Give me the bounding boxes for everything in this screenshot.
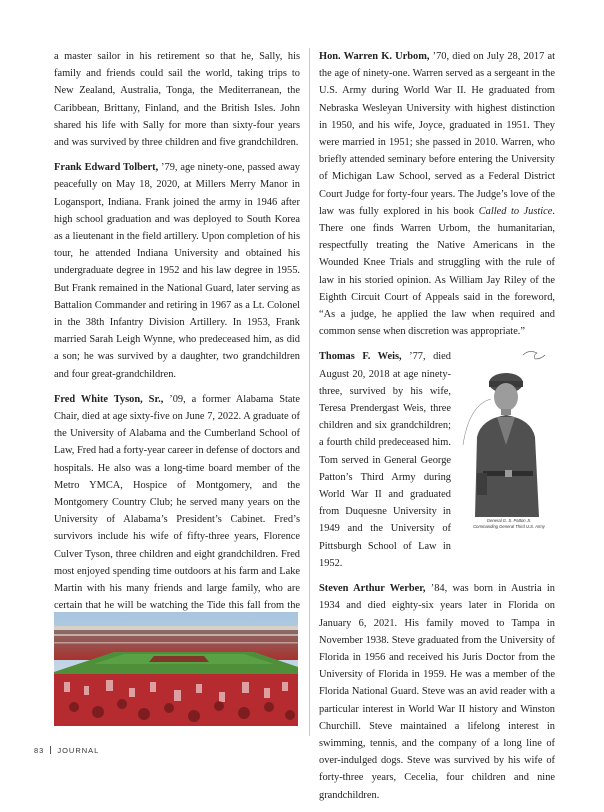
publication-name: JOURNAL: [57, 746, 100, 755]
photo-caption: General G. S. Patton Jr. Commanding General Third U.S. Army: [473, 518, 545, 529]
obituary-frank-tolbert: Frank Edward Tolbert, ’79, age ninety-one, passed away peacefully on May 18, 2020, at Millers Merry Manor in Logansport, Indiana. Frank joined the army in 1946 after high school graduation and was deployed to South Korea as a lieutenant in the field artillery. Upon completion of his tour, he attended Indiana University and obtained his undergraduate degree in 1952 and his law degree in 1955. But Frank remained in the National Guard, later serving as Battalion Commander and retiring in 1967 as a Lt. Colonel in the 38th Infantry Division Artillery. In 1953, Frank married Sarah Leigh Wynne, who predeceased him, as did a son; he was survived by a daughter, two grandchildren and four great-grandchildren.: [54, 162, 301, 380]
obituary-name: Fred White Tyson, Sr.,: [54, 393, 164, 405]
obituary-thomas-weis: Thomas F. Weis, ’77, died August 20, 2018 at age ninety-three, survived by his wife, Teresa Prendergast Weis, three children and six grandchildren; a fourth child predeceased him. Tom served in General George Patton’s Third Army during World War II and graduated from Duquesne University in 1949 and the University of Pittsburgh School of Law in 1952.: [319, 351, 451, 569]
obituary-fred-tyson: Fred White Tyson, Sr., ’09, a former Alabama State Chair, died at age sixty-five on June 7, 2022. A graduate of the University of Alabama and the Cumberland School of Law, Fred had a forty-year career in defense of doctors and hospitals. He also was a long-time board member of the Metro YMCA, Hospice of Montgomery, and the Montgomery Country Club; he served many years on the University of Alabama’s President’s Cabinet. Fred’s survivors include his wife of fifty-three years, Florence Culver Tyson, three children and eight grandchildren. Fred most enjoyed spending time outdoors at his farm and Lake Martin with his many friends and large family, who are certain that he will be watching the Tide this fall from the: [54, 393, 300, 612]
book-title: Called to Justice: [478, 205, 553, 217]
footer-divider: [50, 746, 51, 754]
patton-portrait: [461, 345, 557, 517]
obituary-name: Thomas F. Weis,: [319, 351, 402, 363]
obituary-steven-werber: Steven Arthur Werber, ’84, was born in Austria in 1934 and died eighty-six years later in Florida on January 6, 2021. His family moved to Tampa in November 1938. Steve graduated from the University of Florida in 1956 and received his Juris Doctor from the University of Florida in 1959. He was a member of the Florida National Guard. Steve was an avid reader with a particular interest in World War II history and Winston Churchill. Steve maintained a lifelong interest in swimming, tennis, and the company of a long line of over-indulged dogs. Steve was survived by his wife of forty-three years, Cecelia, four children and nine grandchildren.: [319, 583, 555, 801]
column-divider: [309, 48, 310, 736]
general-patton-photo: [461, 345, 557, 529]
stadium-image: [54, 612, 298, 726]
page-number: 83: [34, 746, 45, 755]
obituary-name: Steven Arthur Werber,: [319, 583, 426, 595]
page-footer: [34, 746, 99, 755]
stadium-photo: [54, 612, 298, 726]
obituary-name: Frank Edward Tolbert,: [54, 162, 159, 174]
left-column: [54, 48, 300, 640]
obituary-warren-urbom: Hon. Warren K. Urbom, ’70, died on July 28, 2017 at the age of ninety-one. Warren served as a sergeant in the U.S. Army during World War II. He graduated from Nebraska Wesleyan University with highest distinction in 1950, and his wife, Joyce, graduated in 1951. They were married in 1951; she passed in 2010. Warren, who briefly attended seminary before entering the University of Michigan Law School, served as a Federal District Court Judge for forty-four years. The Judge’s love of the law was fully explored in his book Called to Justice. There one finds Warren Urbom, the humanitarian, respectfully treating the Native Americans in the Wounded Knee Trials and struggling with the rule of law in his storied opinion. As William Jay Riley of the Eighth Circuit Court of Appeals said in the foreword, “As a judge, he applied the law when required and common sense when discretion was appropriate.”: [319, 51, 555, 338]
obituary-name: Hon. Warren K. Urbom,: [319, 51, 430, 62]
obituary-john-continued: a master sailor in his retirement so that he, Sally, his family and friends could sail the world, taking trips to New Zealand, Australia, Tonga, the Mediterranean, the Caribbean, Brittany, Finland, and the British Isles. John shared his life with Sally for more than sixty-four years and was survived by three children and five grandchildren.: [54, 51, 300, 149]
